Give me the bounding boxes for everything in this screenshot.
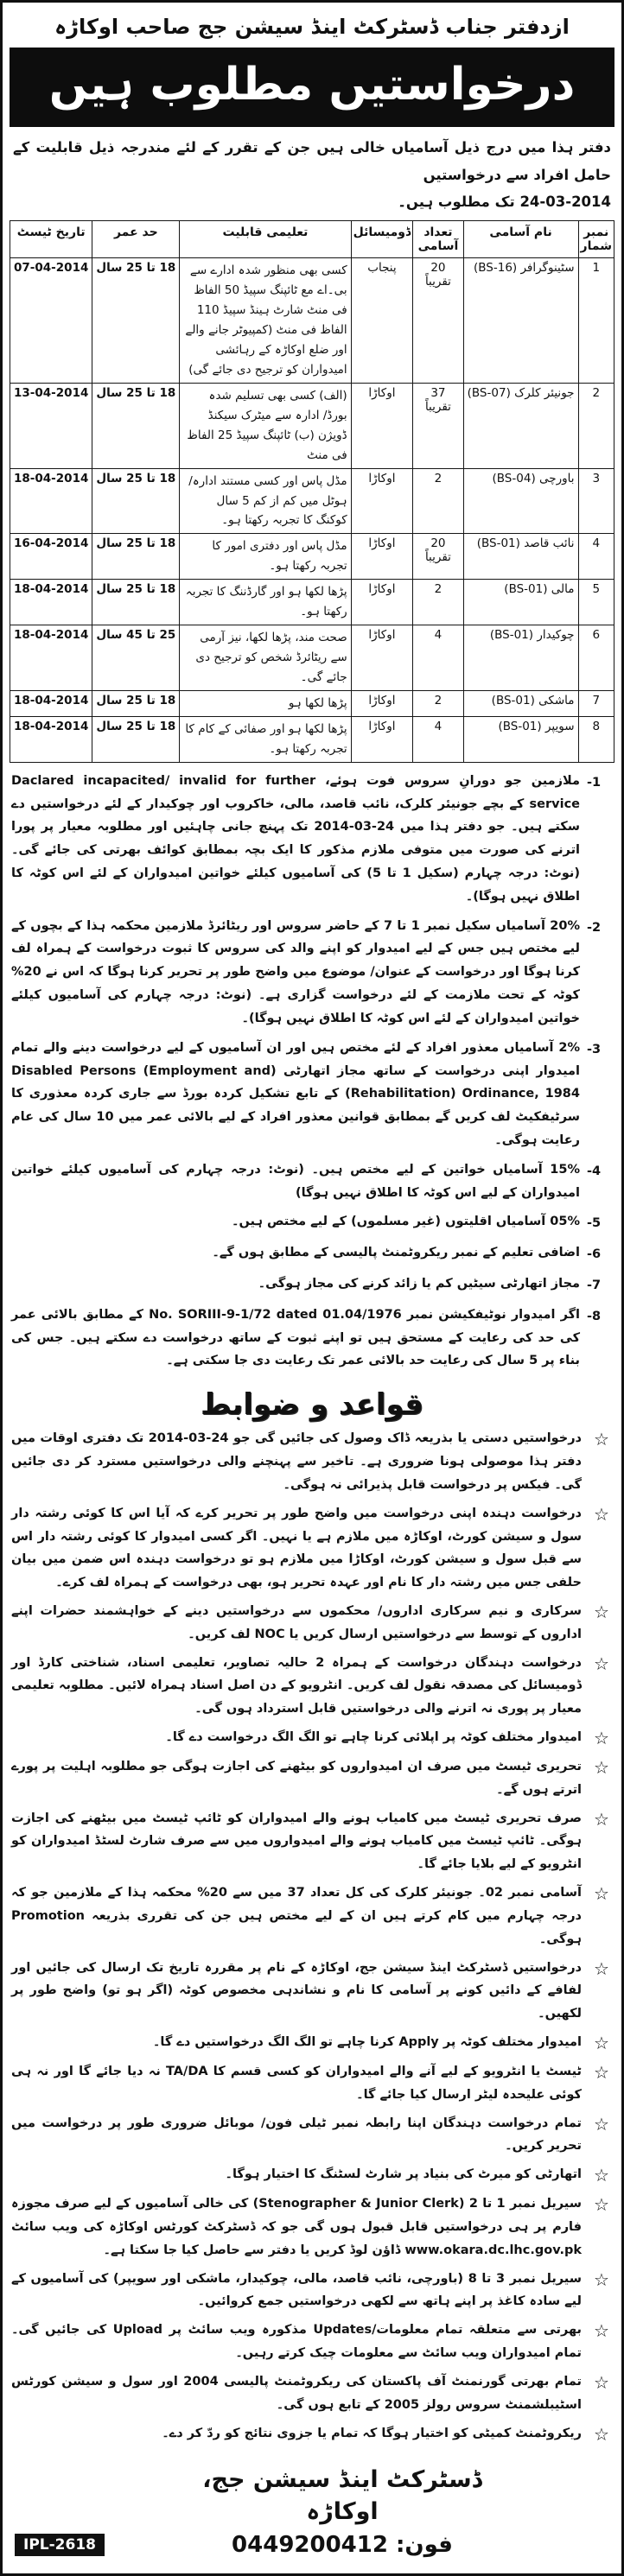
- qualification-cell: پڑھا لکھا ہو: [180, 690, 351, 716]
- note-text: 15% آسامیاں خواتین کے لیے مختص ہیں۔ (نوٹ: درجہ چہارم کی آسامیوں کیلئے خواتین امیدواران کے لیے اس کوٹہ کا اطلاق نہیں ہوگا): [11, 1162, 580, 1200]
- qualification-cell: صحت مند، پڑھا لکھا، نیز آرمی سے ریٹائرڈ شخص کو ترجیح دی جائے گی۔: [180, 625, 351, 691]
- age-cell: 18 تا 25 سال: [92, 690, 180, 716]
- ad-code-badge: IPL-2618: [15, 2534, 105, 2556]
- test-date-cell: 07-04-2014: [10, 258, 92, 384]
- age-cell: 18 تا 25 سال: [92, 383, 180, 468]
- note-item: [11, 1210, 613, 1235]
- note-text: اضافی تعلیم کے نمبر ریکروٹمنٹ پالیسی کے مطابق ہوں گے۔: [212, 1246, 580, 1260]
- rule-text: درخواستیں دستی یا بذریعہ ڈاک وصول کی جائیں گی جو 24-03-2014 تک دفتری اوقات میں دفتر ہذا موصولی ہونا ضروری ہے۔ تاخیر سے پہنچنے والی درخواستیں مسترد کر دی جائیں گی۔ فیکس پر درخواست قابل پذیرائی نہ ہوگی۔: [11, 1431, 582, 1492]
- qualification-cell: (الف) کسی بھی تسلیم شدہ بورڈ/ ادارہ سے میٹرک سیکنڈ ڈویژن (ب) ٹائپنگ سپیڈ 25 الفاظ فی منٹ: [180, 383, 351, 468]
- table-row: [10, 383, 614, 468]
- post-name-cell: مالی (BS-01): [463, 580, 578, 625]
- age-cell: 18 تا 25 سال: [92, 534, 180, 580]
- post-name-cell: ماشکی (BS-01): [463, 690, 578, 716]
- rule-text: تحریری ٹیسٹ میں صرف ان امیدواروں کو بیٹھنے کی اجازت ہوگی جو مطلوبہ اہلیت پر پورے اترتے ہوں گے۔: [11, 1760, 582, 1797]
- star-icon: ☆: [594, 2061, 609, 2083]
- serial-cell: 4: [578, 534, 614, 580]
- rule-item: [11, 2319, 613, 2365]
- rule-text: درخواستیں ڈسٹرکٹ اینڈ سیشن جج، اوکاڑہ کے نام پر مقررہ تاریخ تک ارسال کی جائیں اور لفافے کے دائیں کونے پر آسامی کا نام و نشاندہی مخصوص کوٹہ (اگر ہو تو) واضح طور پر لکھیں۔: [11, 1960, 582, 2021]
- serial-cell: 1: [578, 258, 614, 384]
- rule-item: [11, 2268, 613, 2314]
- star-icon: ☆: [594, 1728, 609, 1749]
- note-number: -2: [587, 920, 602, 935]
- star-icon: ☆: [594, 2113, 609, 2135]
- rule-text: سیریل نمبر 3 تا 8 (باورچی، نائب قاصد، مالی، چوکیدار، ماشکی اور سویپر) کی آسامیوں کے لیے سادہ کاغذ پر اپنے ہاتھ سے لکھی درخواستیں جمع کروائیں۔: [11, 2271, 582, 2309]
- age-cell: 18 تا 25 سال: [92, 258, 180, 384]
- table-row: [10, 468, 614, 534]
- qualification-cell: پڑھا لکھا ہو اور گارڈننگ کا تجربہ رکھتا ہو۔: [180, 580, 351, 625]
- count-cell: 20 تقریباً: [413, 534, 463, 580]
- post-name-cell: سویپر (BS-01): [463, 716, 578, 762]
- rule-item: [11, 2163, 613, 2187]
- table-header-row: [10, 221, 614, 258]
- note-text: 2% آسامیاں معذور افراد کے لئے مختص ہیں اور ان آسامیوں کے لیے درخواست دینے والے تمام امیدوار اپنی درخواست کے ساتھ مجاز اتھارٹی (Disabled Persons (Employment and Rehabilitation) Ordinance, 1984) کے تابع تشکیل کردہ بورڈ سے جاری کردہ معذوری کا سرٹیفکیٹ لف کریں گے بمطابق قوانین معذور افراد کے لیے بالائی عمر میں 10 سال کی عام رعایت ہوگی۔: [11, 1040, 580, 1147]
- rule-text: درخواست دہندہ اپنی درخواست میں واضح طور پر تحریر کرے کہ آیا اس کا کوئی رشتہ دار سول و سیشن کورٹ، اوکاڑہ میں ملازم ہے یا نہیں۔ اگر کسی امیدوار کا کوئی رشتہ دار اس سے قبل سول و سیشن کورٹ، اوکاڑا میں ملازم ہو تو درخواست دہندہ اس ضمن میں بیان حلفی جس میں رشتہ دار کا نام اور عہدہ تحریر ہو، بھی درخواست کے ہمراہ لف کرے۔: [11, 1506, 582, 1590]
- intro-line1: دفتر ہذا میں درج ذیل آسامیاں خالی ہیں جن کے تقرر کے لئے مندرجہ ذیل قابلیت کے حامل افراد سے درخواستیں: [13, 139, 611, 183]
- serial-cell: 2: [578, 383, 614, 468]
- note-text: مجاز اتھارٹی سیٹیں کم یا زائد کرنے کی مجاز ہوگی۔: [258, 1277, 580, 1291]
- intro-paragraph: [10, 127, 614, 217]
- rule-text: تمام درخواست دہندگان اپنا رابطہ نمبر ٹیلی فون/ موبائل ضروری طور پر درخواست میں تحریر کریں۔: [11, 2116, 582, 2154]
- rule-text: امیدوار مختلف کوٹہ پر اپلائی کرنا چاہے تو الگ الگ درخواست دے گا۔: [165, 1730, 582, 1745]
- count-cell: 4: [413, 716, 463, 762]
- star-icon: ☆: [594, 2268, 609, 2290]
- rule-item: [11, 2060, 613, 2107]
- post-name-cell: سٹینوگرافر (BS-16): [463, 258, 578, 384]
- age-cell: 25 تا 45 سال: [92, 625, 180, 691]
- star-icon: ☆: [594, 1503, 609, 1525]
- rule-text: آسامی نمبر 02۔ جونیئر کلرک کی کل تعداد 37 میں سے 20% محکمہ ہذا کے ملازمین جو کہ درجہ چہارم میں کام کرتے ہیں ان کے لیے مختص ہیں جن کی تقرری بذریعہ Promotion ہوگی۔: [11, 1886, 582, 1946]
- rule-text: ریکروٹمنٹ کمیٹی کو اختیار ہوگا کہ تمام یا جزوی نتائج کو ردّ کر دے۔: [162, 2426, 582, 2440]
- signatory-title: ڈسٹرکٹ اینڈ سیشن جج، اوکاڑہ: [202, 2465, 482, 2526]
- note-text: ملازمین جو دورانِ سروس فوت ہوئے، Daclared incapacited/ invalid for further service کے بچے جونیئر کلرک، نائب قاصد، مالی، خاکروب اور چوکیدار کے لئے درخواستیں دے سکتے ہیں۔ جو دفتر ہذا میں 24-03-2014 تک پہنچ جانی چاہئیں اور مطلوبہ معیار پر پورا اترنے کی صورت میں متوفی ملازم مذکور کا ایک بچہ بمطابق کوائف بھرتی کی جائے گی۔ (نوٹ: درجہ چہارم (سکیل 1 تا 5) کی آسامیوں کیلئے خواتین امیدواران کے لئے اس کوٹہ کا اطلاق نہیں ہوگا)۔: [11, 773, 580, 904]
- rule-text: ٹیسٹ یا انٹرویو کے لیے آنے والے امیدواران کو کسی قسم کا TA/DA نہ دیا جائے گا اور نہ ہی کوئی علیحدہ لیٹر ارسال کیا جائے گا۔: [11, 2064, 582, 2102]
- rule-item: [11, 1600, 613, 1646]
- count-cell: 2: [413, 580, 463, 625]
- rule-item: [11, 1502, 613, 1595]
- rule-text: سیریل نمبر 1 تا 2 (Stenographer & Junior Clerk) کی خالی آسامیوں کے لیے صرف مجوزہ فارم پر ہی درخواستیں قابل قبول ہوں گی جو کہ ڈسٹرکٹ کورٹس اوکاڑہ کی ویب سائٹ www.okara.dc.lhc.gov.pk ڈاؤن لوڈ کریں یا دفتر سے حاصل کیا جا سکتا ہے۔: [11, 2197, 582, 2257]
- note-text: اگر امیدوار نوٹیفکیشن نمبر No. SORIII-9-1/72 dated 01.04/1976 کے مطابق بالائی عمر کی حد کی رعایت کے مستحق ہیں تو اپنے ثبوت کے ساتھ درخواست دے سکتے ہیں۔ جس کی بناء پر 5 سال کی رعایت حد بالائی عمر تک رعایت دی جا سکتی ہے۔: [11, 1307, 580, 1368]
- post-name-cell: نائب قاصد (BS-01): [463, 534, 578, 580]
- domicile-cell: اوکاڑا: [351, 580, 413, 625]
- serial-cell: 8: [578, 716, 614, 762]
- count-cell: 2: [413, 690, 463, 716]
- serial-cell: 6: [578, 625, 614, 691]
- rule-item: [11, 1755, 613, 1802]
- count-cell: 20 تقریباً: [413, 258, 463, 384]
- note-number: -8: [587, 1309, 602, 1323]
- star-icon: ☆: [594, 1653, 609, 1674]
- rule-text: امیدوار مختلف کوٹہ پر Apply کرنا چاہے تو الگ الگ درخواستیں دے گا۔: [152, 2034, 582, 2049]
- star-icon: ☆: [594, 2423, 609, 2445]
- test-date-cell: 16-04-2014: [10, 534, 92, 580]
- qualification-cell: مڈل پاس اور کسی مستند ادارہ/ ہوٹل میں کم از کم 5 سال کوکنگ کا تجربہ رکھتا ہو۔: [180, 468, 351, 534]
- phone-line: [200, 2532, 485, 2558]
- note-number: -3: [587, 1042, 602, 1056]
- rule-text: درخواست دہندگان درخواست کے ہمراہ 2 حالیہ تصاویر، تعلیمی اسناد، شناختی کارڈ اور ڈومیسائل کی مصدقہ نقول لف کریں۔ انٹرویو کے دن اصل اسناد ہمراہ لائیں۔ مطلوبہ تعلیمی معیار پر پوری نہ اترنے والی درخواستیں قابل استرداد ہوں گی۔: [11, 1655, 582, 1716]
- note-text: 20% آسامیاں سکیل نمبر 1 تا 7 کے حاضر سروس اور ریٹائرڈ ملازمین محکمہ ہذا کے بچوں کے لیے مختص ہیں جس کے لیے امیدوار کو اپنے والد کی سروس کا ثبوت درخواست کے ہمراہ لف کرنا ہوگا اور درخواست کے عنوان/ موضوع میں واضح طور پر تحریر کرنا ہوگا کہ اس نے 20% کوٹہ کے تحت ملازمت کے لئے درخواست گزاری ہے۔ (نوٹ: درجہ چہارم کی آسامیوں کیلئے خواتین امیدواران کے لئے اس کوٹہ کا اطلاق نہیں ہوگا)۔: [11, 918, 580, 1025]
- qualification-cell: کسی بھی منظور شدہ ادارے سے بی۔اے مع ٹائپنگ سپیڈ 50 الفاظ فی منٹ شارٹ ہینڈ سپیڈ 110 الفاظ فی منٹ (کمپیوٹر جانے والے اور ضلع اوکاڑہ کے رہائشی امیدواران کو ترجیح دی جائے گی): [180, 258, 351, 384]
- rule-item: [11, 1807, 613, 1876]
- table-row: [10, 625, 614, 691]
- rule-item: [11, 1427, 613, 1496]
- test-date-cell: 18-04-2014: [10, 625, 92, 691]
- table-row: [10, 690, 614, 716]
- signature-block: [200, 2464, 485, 2559]
- title-banner: [10, 48, 614, 127]
- post-name-cell: چوکیدار (BS-01): [463, 625, 578, 691]
- age-cell: 18 تا 25 سال: [92, 716, 180, 762]
- rule-item: [11, 1957, 613, 2026]
- rules-list: [10, 1427, 614, 2446]
- note-number: -6: [587, 1247, 602, 1262]
- rule-item: [11, 2112, 613, 2159]
- star-icon: ☆: [594, 1757, 609, 1779]
- star-icon: ☆: [594, 2194, 609, 2216]
- domicile-cell: اوکاڑا: [351, 534, 413, 580]
- serial-cell: 3: [578, 468, 614, 534]
- star-icon: ☆: [594, 2371, 609, 2393]
- count-cell: 2: [413, 468, 463, 534]
- rule-text: سرکاری و نیم سرکاری اداروں/ محکموں سے درخواستیں دینے کے خواہشمند حضرات اپنے اداروں کے توسط سے درخواستیں ارسال کریں یا NOC لف کریں۔: [11, 1603, 582, 1641]
- office-header: ازدفتر جناب ڈسٹرکٹ اینڈ سیشن جج صاحب اوکاڑہ: [54, 15, 570, 39]
- qualification-cell: مڈل پاس اور دفتری امور کا تجربہ رکھتا ہو۔: [180, 534, 351, 580]
- vacancies-table: [10, 220, 614, 763]
- rule-item: [11, 2370, 613, 2417]
- phone-number: 0449200412: [232, 2532, 388, 2559]
- column-header-test-date: تاریخ ٹیسٹ: [10, 221, 92, 258]
- serial-cell: 5: [578, 580, 614, 625]
- star-icon: ☆: [594, 1957, 609, 1979]
- table-row: [10, 534, 614, 580]
- post-name-cell: جونیئر کلرک (BS-07): [463, 383, 578, 468]
- note-item: [11, 1037, 613, 1152]
- rule-text: بھرتی سے متعلقہ تمام معلومات/Updates مذکورہ ویب سائٹ پر Upload کی جائیں گی۔ تمام امیدواران ویب سائٹ سے معلومات چیک کرتے رہیں۔: [11, 2323, 583, 2361]
- count-cell: 4: [413, 625, 463, 691]
- star-icon: ☆: [594, 1601, 609, 1622]
- rule-text: صرف تحریری ٹیسٹ میں کامیاب ہونے والے امیدواران کو ٹائپ ٹیسٹ میں بیٹھنے کی اجازت ہوگی۔ ٹائپ ٹیسٹ میں کامیاب ہونے والے امیدواروں میں سے صرف شارٹ لسٹڈ امیدواران کو انٹرویو کے لیے بلایا جائے گا۔: [11, 1811, 582, 1872]
- rule-item: [11, 1652, 613, 1721]
- note-item: [11, 1158, 613, 1205]
- rule-item: [11, 2031, 613, 2055]
- table-row: [10, 716, 614, 762]
- rule-item: [11, 1726, 613, 1750]
- domicile-cell: اوکاڑا: [351, 690, 413, 716]
- star-icon: ☆: [594, 1808, 609, 1830]
- column-header-serial: نمبر شمار: [578, 221, 614, 258]
- note-item: [11, 770, 613, 909]
- note-number: -5: [587, 1216, 602, 1231]
- note-number: -1: [587, 775, 602, 790]
- phone-label: فون:: [396, 2532, 453, 2559]
- footer: [10, 2452, 614, 2567]
- test-date-cell: 18-04-2014: [10, 716, 92, 762]
- star-icon: ☆: [594, 1429, 609, 1450]
- domicile-cell: اوکاڑا: [351, 468, 413, 534]
- column-header-qualification: تعلیمی قابلیت: [180, 221, 351, 258]
- domicile-cell: اوکاڑا: [351, 716, 413, 762]
- domicile-cell: اوکاڑا: [351, 383, 413, 468]
- star-icon: ☆: [594, 2320, 609, 2342]
- note-item: [11, 915, 613, 1031]
- star-icon: ☆: [594, 2165, 609, 2186]
- column-header-post: نام آسامی: [463, 221, 578, 258]
- domicile-cell: اوکاڑا: [351, 625, 413, 691]
- test-date-cell: 13-04-2014: [10, 383, 92, 468]
- rule-item: [11, 2422, 613, 2446]
- note-item: [11, 1272, 613, 1298]
- table-row: [10, 258, 614, 384]
- post-name-cell: باورچی (BS-04): [463, 468, 578, 534]
- age-cell: 18 تا 25 سال: [92, 468, 180, 534]
- star-icon: ☆: [594, 2032, 609, 2053]
- ad-title: درخواستیں مطلوب ہیں: [48, 59, 576, 111]
- column-header-domicile: ڈومیسائل: [351, 221, 413, 258]
- note-number: -7: [587, 1278, 602, 1293]
- rule-text: تمام بھرتی گورنمنٹ آف پاکستان کی ریکروٹمنٹ پالیسی 2004 اور سول و سیشن کورٹس اسٹیبلشمنٹ سروس رولز 2005 کے تابع ہوں گی۔: [11, 2374, 582, 2412]
- column-header-count: تعداد آسامی: [413, 221, 463, 258]
- count-cell: 37 تقریباً: [413, 383, 463, 468]
- test-date-cell: 18-04-2014: [10, 690, 92, 716]
- rule-item: [11, 1881, 613, 1951]
- star-icon: ☆: [594, 1883, 609, 1905]
- test-date-cell: 18-04-2014: [10, 580, 92, 625]
- intro-deadline: 24-03-2014 تک مطلوب ہیں۔: [398, 193, 611, 210]
- note-text: 05% آسامیاں اقلیتوں (غیر مسلموں) کے لیے مختص ہیں۔: [232, 1215, 580, 1229]
- rule-item: [11, 2192, 613, 2262]
- qualification-cell: پڑھا لکھا ہو اور صفائی کے کام کا تجربہ رکھتا ہو۔: [180, 716, 351, 762]
- column-header-age: حد عمر: [92, 221, 180, 258]
- rule-text: اتھارٹی کو میرٹ کی بنیاد پر شارٹ لسٹنگ کا اختیار ہوگا۔: [225, 2167, 582, 2182]
- age-cell: 18 تا 25 سال: [92, 580, 180, 625]
- note-number: -4: [587, 1164, 602, 1178]
- serial-cell: 7: [578, 690, 614, 716]
- rules-heading: قواعد و ضوابط: [201, 1387, 423, 1423]
- note-item: [11, 1241, 613, 1266]
- domicile-cell: پنجاب: [351, 258, 413, 384]
- test-date-cell: 18-04-2014: [10, 468, 92, 534]
- table-row: [10, 580, 614, 625]
- notes-list: [10, 763, 614, 1374]
- note-item: [11, 1304, 613, 1373]
